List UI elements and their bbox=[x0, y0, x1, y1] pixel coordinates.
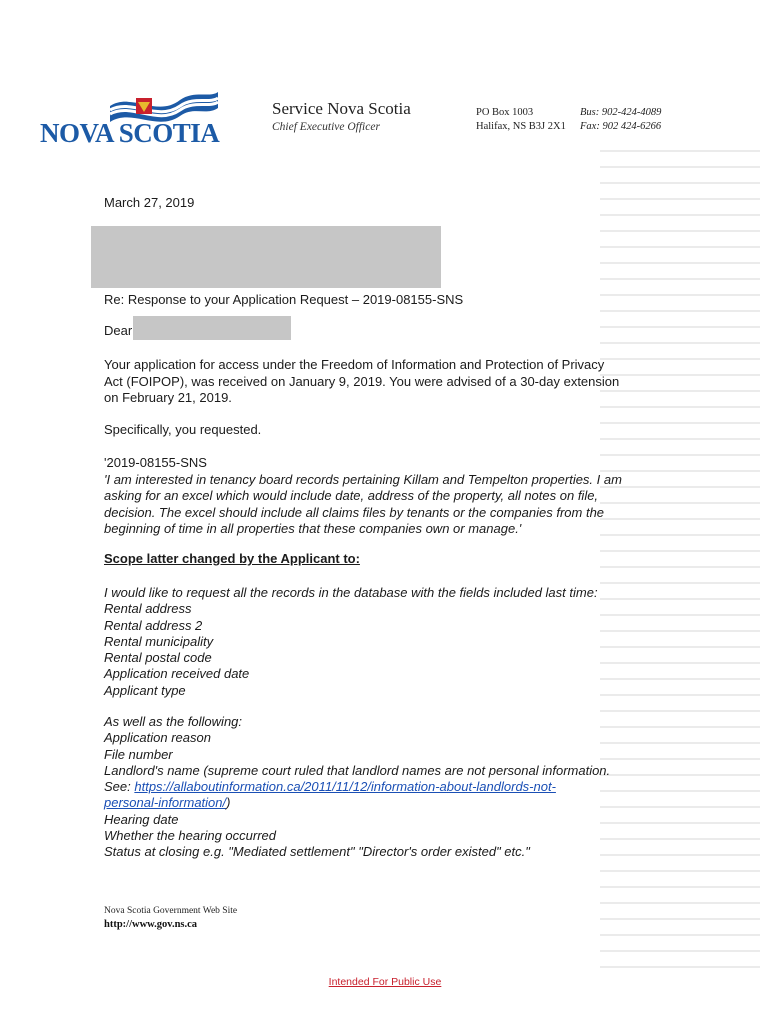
redacted-address-block bbox=[91, 226, 441, 288]
scope-heading: Scope latter changed by the Applicant to: bbox=[104, 551, 360, 566]
landlord-item: Landlord's name (supreme court ruled that landlord names are not personal information. bbox=[104, 762, 611, 778]
address-line-2: Halifax, NS B3J 2X1 bbox=[476, 121, 566, 132]
footer-site-label: Nova Scotia Government Web Site bbox=[104, 906, 238, 916]
role-title: Chief Executive Officer bbox=[272, 121, 380, 133]
reference-link[interactable]: https://allaboutinformation.ca/2011/11/12/information-about-landlords-not- bbox=[134, 779, 556, 795]
intro-paragraph: Your application for access under the Freedom of Information and Protection of Privacy Act (FOIPOP), was received on January 9, 2019. You were advised of a 30-day extension on February 21, 2019. bbox=[104, 357, 620, 405]
request-text: 'I am interested in tenancy board records pertaining Killam and Tempelton properties. I am asking for an excel which would include date, address of the property, all notes on file, decision. The excel should include all claims files by tenants or the companies from the beginning of time in all properties that these companies own or manage.' bbox=[104, 471, 622, 536]
logo-wordmark: NOVA SCOTIA bbox=[40, 118, 220, 148]
footer-site-url: http://www.gov.ns.ca bbox=[104, 919, 198, 930]
public-use-notice: Intended For Public Use bbox=[328, 976, 442, 988]
salutation: Dear bbox=[104, 323, 133, 338]
as-well-intro: As well as the following: bbox=[104, 714, 243, 729]
nova-scotia-logo bbox=[40, 88, 255, 148]
list-item: Status at closing e.g. "Mediated settlement" "Director's order existed" etc." bbox=[104, 844, 530, 860]
list-item: Application received date bbox=[104, 666, 250, 682]
mailing-address bbox=[476, 106, 566, 134]
reference-link-cont[interactable]: personal-information/ bbox=[104, 795, 227, 811]
list-item: Application reason bbox=[104, 730, 211, 746]
list-item: File number bbox=[104, 746, 173, 762]
redacted-name bbox=[133, 316, 291, 340]
additional-fields-list bbox=[104, 714, 664, 861]
see-reference-cont bbox=[104, 795, 664, 811]
list-item: Rental address 2 bbox=[104, 617, 203, 633]
fax-number: Fax: 902 424-6266 bbox=[580, 121, 662, 132]
scope-intro: I would like to request all the records in the database with the fields included last time: bbox=[104, 585, 598, 600]
list-item: Rental address bbox=[104, 601, 192, 617]
see-label: See: bbox=[104, 779, 135, 795]
list-item: Applicant type bbox=[104, 682, 186, 698]
address-line-1: PO Box 1003 bbox=[476, 107, 534, 118]
see-close: ) bbox=[226, 795, 231, 811]
bus-phone: Bus: 902-424-4089 bbox=[580, 107, 662, 118]
subject-line: Re: Response to your Application Request – 2019-08155-SNS bbox=[104, 292, 464, 307]
original-request bbox=[104, 455, 644, 538]
request-intro: Specifically, you requested. bbox=[104, 422, 262, 437]
contact-numbers bbox=[580, 106, 661, 134]
org-name: Service Nova Scotia bbox=[272, 99, 411, 118]
letter-date: March 27, 2019 bbox=[104, 195, 195, 210]
scope-list bbox=[104, 585, 598, 699]
list-item: Rental municipality bbox=[104, 633, 214, 649]
list-item: Rental postal code bbox=[104, 650, 212, 666]
list-item: Hearing date bbox=[104, 811, 179, 827]
request-id: '2019-08155-SNS bbox=[104, 455, 207, 470]
list-item: Whether the hearing occurred bbox=[104, 828, 276, 844]
see-reference bbox=[104, 779, 664, 795]
